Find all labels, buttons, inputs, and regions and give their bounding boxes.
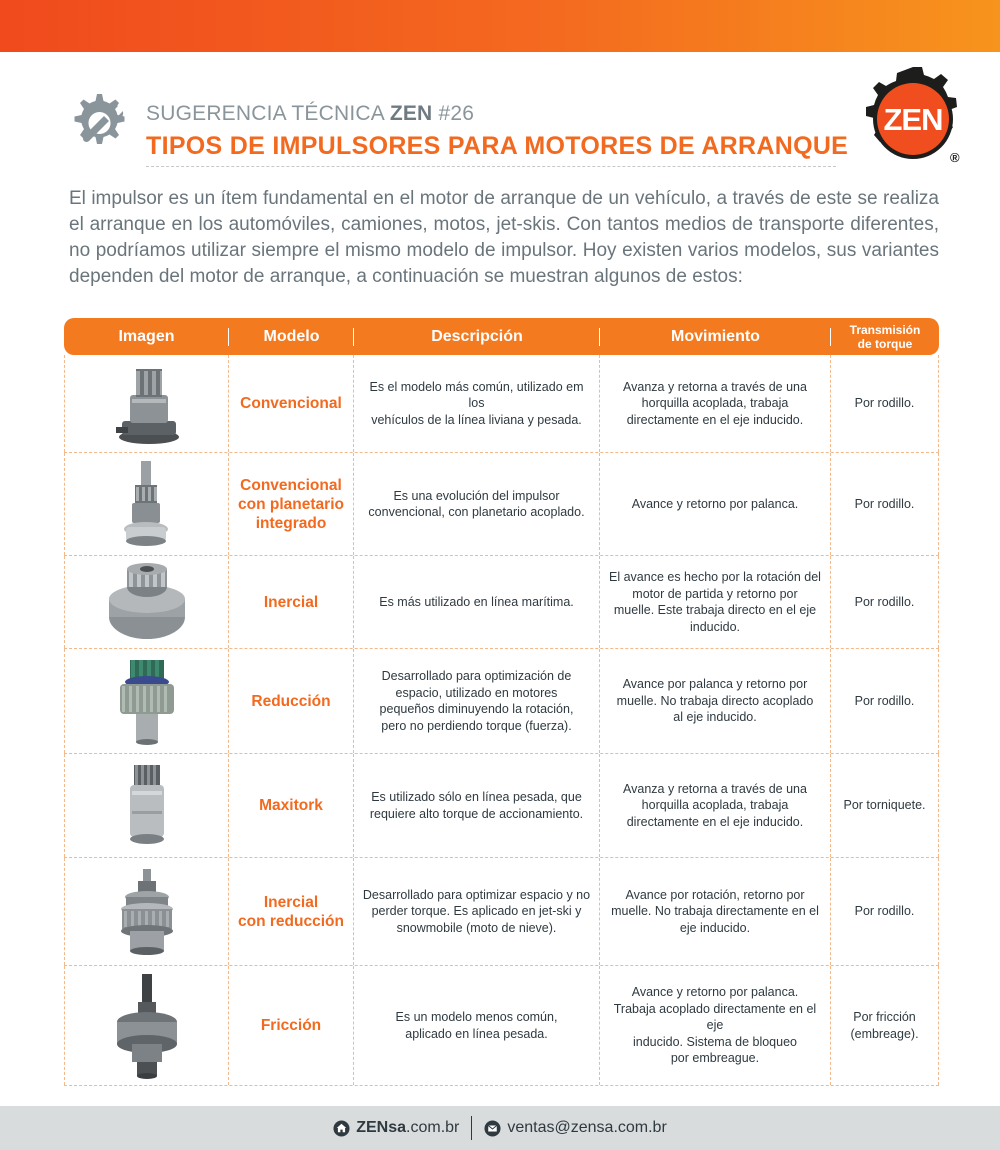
model-cell: Convencional xyxy=(229,355,354,452)
model-cell: Reducción xyxy=(229,649,354,753)
table-body xyxy=(64,355,939,1086)
inercial-impulsor-image xyxy=(102,557,192,647)
part-image-cell xyxy=(64,453,229,555)
part-image-cell xyxy=(64,556,229,648)
page-footer xyxy=(0,1106,1000,1150)
intro-paragraph: El impulsor es un ítem fundamental en el motor de arranque de un vehículo, a través de este se realiza el arranque en los automóviles, camiones, motos, jet-skis. Con tantos medios de transporte diferentes, no podríamos utilizar siempre el mismo modelo de impulsor. Hoy existen varios modelos, sus variantes dependen del motor de arranque, a continuación se muestran algunos de estos: xyxy=(69,188,939,287)
column-header-modelo: Modelo xyxy=(229,328,354,346)
description-cell: Es un modelo menos común, aplicado en línea pesada. xyxy=(354,966,600,1085)
reduccion-impulsor-image xyxy=(102,656,192,746)
description-cell: Es el modelo más común, utilizado em los vehículos de la línea liviana y pesada. xyxy=(354,355,600,452)
page-title: TIPOS DE IMPULSORES PARA MOTORES DE ARRANQUE xyxy=(146,132,849,160)
movement-cell: Avance y retorno por palanca. Trabaja acoplado directamente en el eje inducido. Sistema de bloqueo por embreague. xyxy=(600,966,831,1085)
maxitork-impulsor-image xyxy=(102,761,192,851)
home-icon xyxy=(333,1120,350,1137)
email-link[interactable]: ventas@zensa.com.br xyxy=(484,1119,666,1137)
part-image-cell xyxy=(64,649,229,753)
table-row xyxy=(64,966,939,1086)
transmission-cell: Por rodillo. xyxy=(831,355,939,452)
part-image-cell xyxy=(64,355,229,452)
description-cell: Es más utilizado en línea marítima. xyxy=(354,556,600,648)
table-row xyxy=(64,453,939,556)
description-cell: Desarrollado para optimizar espacio y no perder torque. Es aplicado en jet-ski y snowmobile (moto de nieve). xyxy=(354,858,600,965)
part-image-cell xyxy=(64,754,229,857)
top-accent-bar xyxy=(0,0,1000,52)
movement-cell: Avanza y retorna a través de una horquilla acoplada, trabaja directamente en el eje inducido. xyxy=(600,754,831,857)
model-cell: Maxitork xyxy=(229,754,354,857)
description-cell: Desarrollado para optimización de espacio, utilizado en motores pequeños diminuyendo la rotación, pero no perdiendo torque (fuerza). xyxy=(354,649,600,753)
website-link[interactable]: ZENsa .com.br xyxy=(333,1119,459,1137)
footer-divider xyxy=(471,1116,472,1140)
model-cell: Inercial con reducción xyxy=(229,858,354,965)
table-row xyxy=(64,858,939,966)
description-cell: Es utilizado sólo en línea pesada, que requiere alto torque de accionamiento. xyxy=(354,754,600,857)
title-divider xyxy=(146,166,836,167)
movement-cell: Avanza y retorna a través de una horquilla acoplada, trabaja directamente en el eje inducido. xyxy=(600,355,831,452)
column-header-transmision: Transmisión de torque xyxy=(849,322,921,351)
model-cell: Convencional con planetario integrado xyxy=(229,453,354,555)
table-row xyxy=(64,355,939,453)
model-cell: Inercial xyxy=(229,556,354,648)
convencional-impulsor-image xyxy=(102,359,192,449)
column-header-imagen: Imagen xyxy=(64,328,229,346)
mail-icon xyxy=(484,1120,501,1137)
gear-wrench-icon xyxy=(62,86,132,156)
convencional-planetario-impulsor-image xyxy=(102,459,192,549)
description-cell: Es una evolución del impulsor convencional, con planetario acoplado. xyxy=(354,453,600,555)
technical-tip-subtitle: SUGERENCIA TÉCNICA ZEN #26 xyxy=(146,102,475,125)
logo-wordmark: ZEN xyxy=(883,102,943,137)
table-row xyxy=(64,556,939,649)
transmission-cell: Por rodillo. xyxy=(831,858,939,965)
movement-cell: El avance es hecho por la rotación del motor de partida y retorno por muelle. Este trabaja directo en el eje inducido. xyxy=(600,556,831,648)
part-image-cell xyxy=(64,966,229,1085)
movement-cell: Avance y retorno por palanca. xyxy=(600,453,831,555)
transmission-cell: Por rodillo. xyxy=(831,556,939,648)
model-cell: Fricción xyxy=(229,966,354,1085)
transmission-cell: Por torniquete. xyxy=(831,754,939,857)
table-row xyxy=(64,649,939,754)
movement-cell: Avance por palanca y retorno por muelle. No trabaja directo acoplado al eje inducido. xyxy=(600,649,831,753)
movement-cell: Avance por rotación, retorno por muelle. No trabaja directamente en el eje inducido. xyxy=(600,858,831,965)
friccion-impulsor-image xyxy=(102,972,192,1080)
table-header xyxy=(64,318,939,355)
impulsor-types-table xyxy=(64,318,939,1086)
column-header-descripcion: Descripción xyxy=(354,328,600,346)
table-row xyxy=(64,754,939,858)
part-image-cell xyxy=(64,858,229,965)
transmission-cell: Por rodillo. xyxy=(831,453,939,555)
column-header-movimiento: Movimiento xyxy=(600,328,831,346)
inercial-reduccion-impulsor-image xyxy=(102,867,192,957)
page-header xyxy=(62,80,849,175)
registered-mark: ® xyxy=(950,150,960,165)
transmission-cell: Por rodillo. xyxy=(831,649,939,753)
transmission-cell: Por fricción (embreage). xyxy=(831,966,939,1085)
